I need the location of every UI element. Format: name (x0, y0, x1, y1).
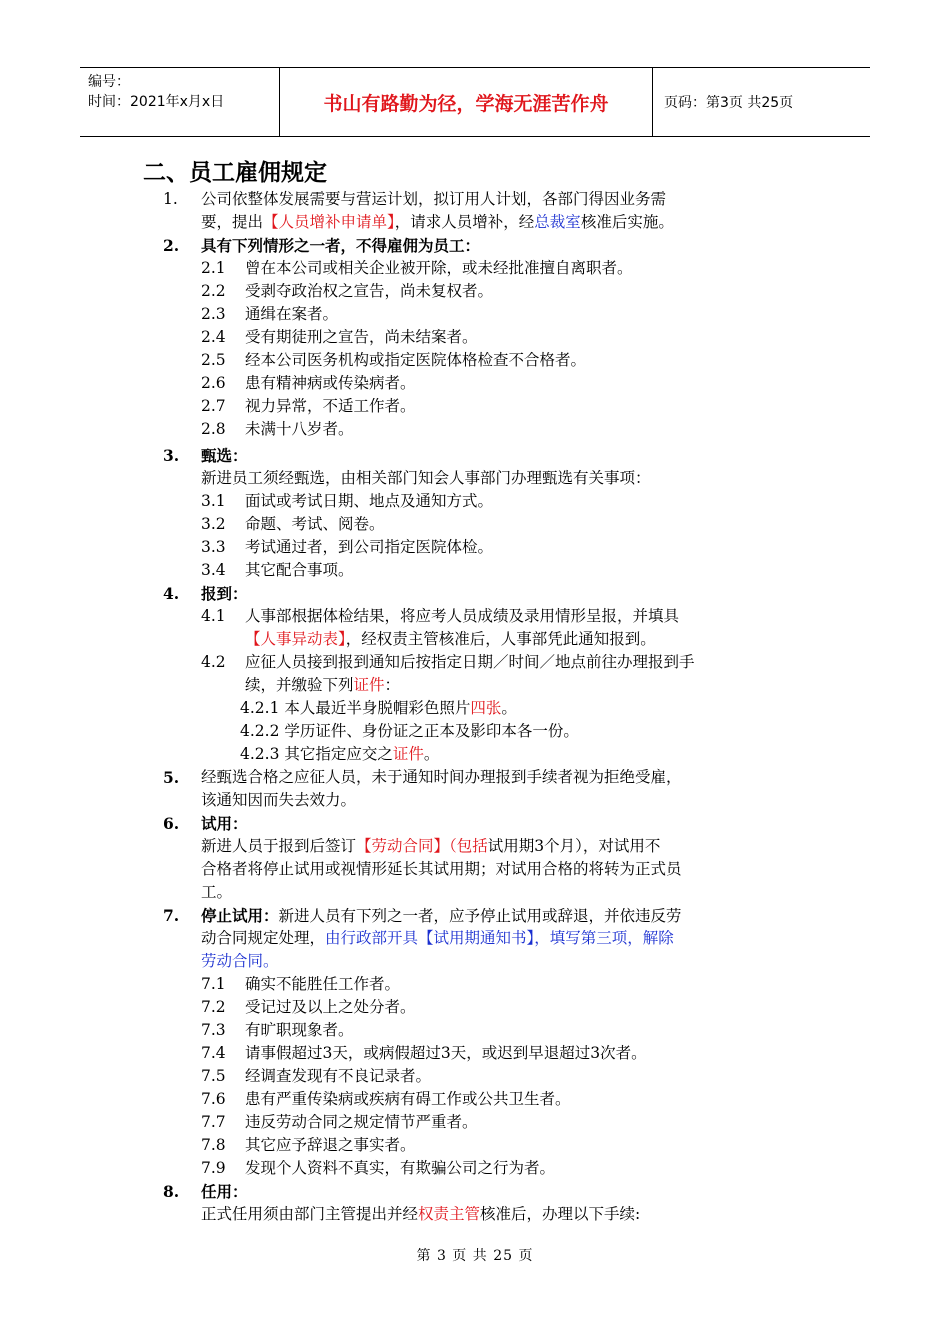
sub-item-text: 其它应予辞退之事实者。 (245, 1136, 416, 1154)
header-motto: 书山有路勤为径，学海无涯苦作舟 (280, 68, 653, 136)
item-number: 4. (163, 584, 180, 603)
department-reference: 总裁室 (534, 213, 581, 231)
sub-item-number: 7.5 (201, 1067, 226, 1085)
sub-item-number: 3.1 (201, 492, 226, 510)
item-number: 3. (163, 446, 180, 465)
paragraph-line: 经甄选合格之应征人员，未于通知时间办理报到手续者视为拒绝受雇， (201, 768, 682, 786)
item-number: 8. (163, 1182, 180, 1201)
item-heading: 任用： (201, 1182, 248, 1201)
sub-item-number: 2.4 (201, 328, 226, 346)
item-number: 6. (163, 814, 180, 833)
sub-item-text: 未满十八岁者。 (245, 420, 354, 438)
paragraph-line: 该通知因而失去效力。 (201, 791, 357, 809)
header-table (80, 67, 870, 137)
paragraph-line: 合格者将停止试用或视情形延长其试用期；对试用合格的将转为正式员 (201, 860, 682, 878)
sub-item-number: 4.1 (201, 607, 226, 625)
item-number: 5. (163, 768, 180, 787)
sub-item-text: 发现个人资料不真实，有欺骗公司之行为者。 (245, 1159, 556, 1177)
paragraph-line: 工。 (201, 883, 233, 901)
sub-item-number: 7.6 (201, 1090, 226, 1108)
paragraph-line: 正式任用须由部门主管提出并经权责主管核准后，办理以下手续: (201, 1205, 641, 1223)
sub-item-number: 7.3 (201, 1021, 226, 1039)
sub-sub-item: 4.2.3 其它指定应交之证件。 (240, 745, 440, 763)
sub-item-text: 受记过及以上之处分者。 (245, 998, 416, 1016)
sub-item-number: 2.1 (201, 259, 226, 277)
sub-item-text: 通缉在案者。 (245, 305, 339, 323)
item-heading: 报到： (201, 584, 248, 603)
item-heading: 试用： (201, 814, 248, 833)
doc-date: 时间：2021年x月x日 (88, 94, 225, 110)
section-title: 二、员工雇佣规定 (143, 160, 327, 186)
paragraph-line: 人事部根据体检结果，将应考人员成绩及录用情形呈报，并填具 (245, 607, 680, 625)
sub-item-number: 2.7 (201, 397, 226, 415)
sub-item-number: 7.8 (201, 1136, 226, 1154)
sub-item-text: 经本公司医务机构或指定医院体格检查不合格者。 (245, 351, 587, 369)
sub-item-text: 面试或考试日期、地点及通知方式。 (245, 492, 494, 510)
sub-item-number: 3.4 (201, 561, 226, 579)
sub-item-number: 3.2 (201, 515, 226, 533)
form-reference: 由行政部开具【试用期通知书】，填写第三项，解除 (325, 929, 674, 947)
item-heading: 甄选： (201, 446, 248, 465)
item-number: 2. (163, 236, 180, 255)
header-page-info: 页码：第3页 共25页 (664, 95, 794, 111)
sub-item-text: 患有精神病或传染病者。 (245, 374, 416, 392)
form-reference: 【人员增补申请单】 (263, 213, 395, 231)
sub-item-text: 违反劳动合同之规定情节严重者。 (245, 1113, 478, 1131)
paragraph-line: 新进人员于报到后签订【劳动合同】（包括试用期3个月），对试用不 (201, 837, 661, 855)
sub-item-text: 视力异常，不适工作者。 (245, 397, 416, 415)
sub-item-number: 2.5 (201, 351, 226, 369)
sub-item-number: 2.8 (201, 420, 226, 438)
sub-item-text: 考试通过者，到公司指定医院体检。 (245, 538, 494, 556)
sub-sub-item: 4.2.1 本人最近半身脱帽彩色照片四张。 (240, 699, 517, 717)
sub-item-number: 3.3 (201, 538, 226, 556)
form-reference: 【人事异动表】 (245, 630, 346, 648)
paragraph-line: 停止试用：新进人员有下列之一者，应予停止试用或辞退，并依违反劳 (201, 906, 682, 925)
sub-item-text: 受有期徒刑之宣告，尚未结案者。 (245, 328, 478, 346)
sub-item-text: 请事假超过3天，或病假超过3天，或迟到早退超过3次者。 (245, 1044, 647, 1062)
page-footer: 第 3 页 共 25 页 (416, 1248, 534, 1264)
sub-item-number: 7.7 (201, 1113, 226, 1131)
sub-item-text: 有旷职现象者。 (245, 1021, 354, 1039)
sub-item-number: 7.4 (201, 1044, 226, 1062)
item-number: 1. (163, 190, 178, 208)
sub-item-number: 7.1 (201, 975, 226, 993)
paragraph-line: 劳动合同。 (201, 952, 279, 970)
sub-sub-item: 4.2.2 学历证件、身份证之正本及影印本各一份。 (240, 722, 579, 740)
sub-item-text: 受剥夺政治权之宣告，尚未复权者。 (245, 282, 494, 300)
sub-item-number: 7.2 (201, 998, 226, 1016)
sub-item-text: 命题、考试、阅卷。 (245, 515, 385, 533)
sub-item-number: 4.2 (201, 653, 226, 671)
paragraph-line: 要，提出【人员增补申请单】，请求人员增补，经总裁室核准后实施。 (201, 213, 674, 231)
item-number: 7. (163, 906, 180, 925)
paragraph-line: 续，并缴验下列证件： (245, 676, 401, 694)
item-heading: 停止试用： (201, 906, 279, 925)
paragraph-line: 【人事异动表】，经权责主管核准后，人事部凭此通知报到。 (245, 630, 656, 648)
sub-item-text: 确实不能胜任工作者。 (245, 975, 401, 993)
paragraph-line: 公司依整体发展需要与营运计划，拟订用人计划，各部门得因业务需 (201, 190, 667, 208)
paragraph-line: 动合同规定处理，由行政部开具【试用期通知书】，填写第三项，解除 (201, 929, 674, 947)
header-meta-cell (80, 68, 280, 136)
paragraph-line: 应征人员接到报到通知后按指定日期／时间／地点前往办理报到手 (245, 653, 695, 671)
sub-item-text: 经调查发现有不良记录者。 (245, 1067, 432, 1085)
item-heading: 具有下列情形之一者，不得雇佣为员工： (201, 236, 481, 255)
form-reference: 【劳动合同】（包括 (356, 837, 488, 855)
sub-item-text: 曾在本公司或相关企业被开除，或未经批准擅自离职者。 (245, 259, 633, 277)
sub-item-text: 患有严重传染病或疾病有碍工作或公共卫生者。 (245, 1090, 571, 1108)
sub-item-number: 2.6 (201, 374, 226, 392)
paragraph-line: 新进员工须经甄选，由相关部门知会人事部门办理甄选有关事项： (201, 469, 651, 487)
sub-item-text: 其它配合事项。 (245, 561, 354, 579)
doc-number-label: 编号： (88, 74, 130, 90)
sub-item-number: 7.9 (201, 1159, 226, 1177)
sub-item-number: 2.3 (201, 305, 226, 323)
sub-item-number: 2.2 (201, 282, 226, 300)
